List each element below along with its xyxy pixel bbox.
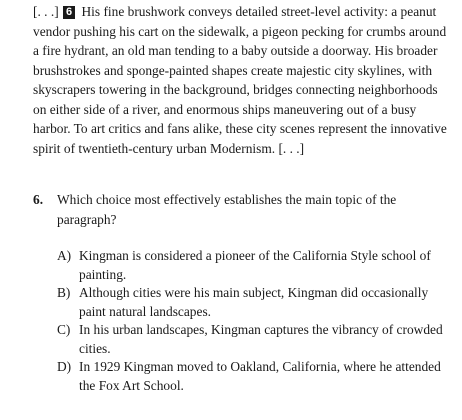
choice-text: Kingman is considered a pioneer of the California Style school of painting. [79, 248, 431, 282]
choice-text: In his urban landscapes, Kingman captures the vibrancy of crowded cities. [79, 322, 443, 356]
choice-text: Although cities were his main subject, Kingman did occasionally paint natural landscapes. [79, 285, 429, 319]
passage-paragraph [33, 2, 453, 158]
choice-text: In 1929 Kingman moved to Oakland, California, where he attended the Fox Art School. [79, 359, 441, 393]
answer-choice-b[interactable] [57, 284, 453, 321]
choice-letter: B) [57, 285, 71, 300]
answer-choice-a[interactable] [57, 247, 453, 284]
question-number-marker: 6 [63, 6, 75, 19]
ellipsis-lead: [. . .] [33, 4, 59, 19]
question-stem: Which choice most effectively establishes the main topic of the paragraph? [57, 192, 397, 227]
passage-text: His fine brushwork conveys detailed street-level activity: a peanut vendor pushing his cart on the sidewalk, a pigeon pecking for crumbs around a fire hydrant, an old man tending to a baby outside a doorway. His broader brushstrokes and sponge-painted shapes create majestic city skylines, with skyscrapers towering in the background, bridges connecting neighborhoods on either side of a river, and enormous ships maneuvering out of a busy harbor. To art critics and fans alike, these city scenes represent the innovative spirit of twentieth-century urban Modernism. [. . .] [33, 4, 447, 156]
choice-letter: D) [57, 359, 72, 374]
answer-choice-c[interactable] [57, 321, 453, 358]
answer-choices [57, 247, 453, 395]
choice-letter: A) [57, 248, 72, 263]
choice-letter: C) [57, 322, 71, 337]
question-6 [33, 190, 453, 229]
answer-choice-d[interactable] [57, 358, 453, 395]
question-number: 6. [33, 192, 44, 207]
